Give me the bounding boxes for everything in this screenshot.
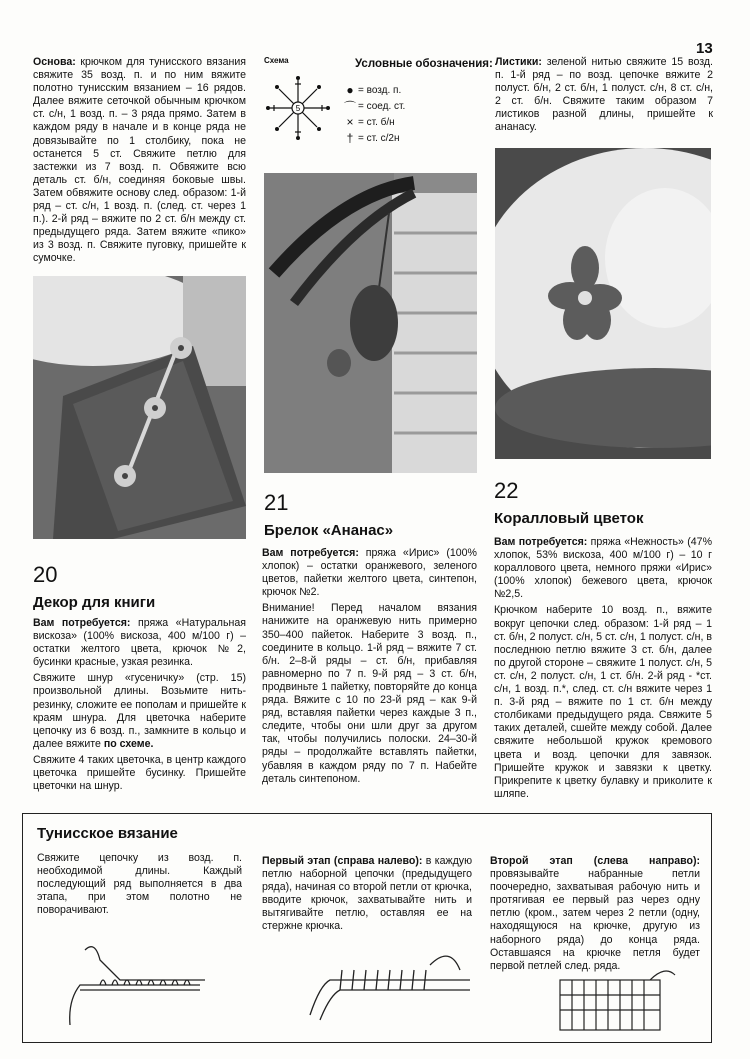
slip-stitch-symbol: ⌒ [343, 99, 356, 114]
legend-item [342, 114, 482, 130]
section-number-22: 22 [494, 478, 519, 503]
section-21-body [262, 547, 477, 789]
tunisian-stage-1 [262, 855, 472, 934]
needs-text: пряжа «Ирис» (100% хлопок) – остатки оранжевого, зеленого цветов, пайетки желтого цвета, синтепон, крючок №2. [262, 547, 477, 599]
paragraph: Свяжите 4 таких цветочка, в центр каждого цветочка пришейте бусинку. Пришейте цветочки на шнур. [33, 753, 246, 793]
intro-body: крючком для тунисского вязания свяжите 35 возд. п. и по ним вяжите полотно тунисским вязанием – 16 рядов. Далее вяжите сеточкой обычным крючком ст. с/н, 1 возд. п. – 3 ряда прямо. Затем в каждом ряду в начале и в конце ряда не довязывайте по 1 столбику, пока не останется 5 ст. Свяжите петлю для застежки из 7 возд. п. Обвяжите всю деталь ст. б/н, соединяя боковые швы. Затем обвяжите основу след. образом: 1-й ряд – ст. с/н, 1 возд. п. (след. ст. через 1 п.). 2-й ряд – вяжите по 2 ст. б/н между ст. предыдущего ряда. Затем вяжите «пико» из 3 возд. п. Свяжите пуговку, пришейте к сумочке. [33, 56, 246, 265]
needs-text: пряжа «Нежность» (47% хлопок, 53% вискоза, 400 м/100 г) – 10 г кораллового цвета, немного пряжи «Ирис» (100% хлопок) бежевого цвета, крючок №2,5. [494, 536, 712, 601]
pineapple-keychain-photo [264, 173, 477, 473]
needs-label: Вам потребуется: [494, 536, 588, 548]
legend-item [342, 82, 482, 98]
leaves-body: зеленой нитью свяжите 15 возд. п. 1-й ряд – по возд. цепочке вяжите 2 полуст. б/н, 2 ст. б/н, 1 полуст. с/н, 8 ст. с/н, 2 ст. б/н. Свяжите таким образом 7 листиков разной длины, пришейте к ананасу. [495, 56, 713, 134]
section-20-body [33, 617, 246, 796]
section-title-22: Коралловый цветок [494, 510, 644, 527]
chain-stitch-symbol: ● [346, 83, 354, 97]
single-crochet-symbol: × [346, 115, 354, 129]
stage-1-text: в каждую петлю наборной цепочки (предыдущего ряда), начиная со второй петли от крючка, вводите крючок, захватывайте нить и вытягивайте петлю, оставляя ее на стержне крючка. [262, 855, 473, 933]
intro-label: Основа: [33, 56, 76, 68]
legend-item-text: = ст. с/2н [358, 132, 400, 144]
tunisian-stage-2 [490, 855, 700, 973]
paragraph: Внимание! Перед началом вязания нанижите на оранжевую нить примерно 350–400 пайеток. Наберите 3 возд. п., соедините в кольцо. 1-й ряд – вяжите 7 ст. б/н. 2–8-й ряды – ст. б/н, прибавляя равномерно по 7 п. 9-й ряд – 3 ст. б/н, продвиньте 1 пайетку, повторяйте до конца ряда. Вяжите с 10 по 23-й ряд – как 9-й ряд, вставляя пайетки через каждые 3 п., следите, чтобы они шли друг за другом так, чтобы получились полоски. 24–30-й ряды – продолжайте вставлять пайетки, убавляя в каждом ряду по 7 п. Набейте деталь синтепоном. [262, 602, 477, 785]
legend-item [342, 98, 482, 114]
tunisian-stage-2-illustration [540, 965, 680, 1035]
paragraph: Крючком наберите 10 возд. п., вяжите вокруг цепочки след. образом: 1-й ряд – 1 ст. б/н, 2 полуст. с/н, 5 ст. с/н, 1 полуст. с/н, в последнюю петлю вяжите 3 ст. б/н, далее по другой стороне – свяжите 1 полуст. с/н, 5 ст. с/н, 2 полуст. с/н, 1 ст. б/н. 2-й ряд - *ст. с/н, 1 возд. п.*, след. ст. с/н вяжите через 1 п. 3-й ряд – вяжите по 1 ст. б/н между столбиками предыдущего ряда. Свяжите 5 таких деталей, сшейте между собой. Далее свяжите небольшой кружок кремового цвета и возд. цепочки для завязок. Пришейте кружок и завязки к цветку. Прикрепите к цветку булавку и приколите к шляпе. [494, 604, 712, 800]
flower-scheme-diagram [264, 74, 332, 142]
leaves-label: Листики: [495, 56, 542, 68]
needs-label: Вам потребуется: [262, 547, 359, 559]
section-title-20: Декор для книги [33, 594, 156, 611]
book-decor-photo [33, 276, 246, 539]
legend-item-text: = возд. п. [358, 84, 402, 96]
tunisian-stage-1-illustration [300, 945, 480, 1025]
tunisian-start-illustration [60, 940, 220, 1030]
section-22-body [494, 536, 712, 804]
coral-flower-hat-photo [495, 148, 711, 459]
legend-item-text: = ст. б/н [358, 116, 395, 128]
stage-2-label: Второй этап (слева направо): [490, 855, 700, 867]
double-crochet-symbol: † [346, 131, 354, 145]
scheme-reference: по схеме. [103, 737, 154, 750]
section-number-20: 20 [33, 562, 58, 587]
needs-label: Вам потребуется: [33, 617, 131, 629]
scheme-label: Схема [264, 56, 289, 65]
legend-item-text: = соед. ст. [358, 100, 406, 112]
needs-text: пряжа «Натуральная вискоза» (100% вискоза, 400 м/100 г) – остатки желтого цвета, крючок №2, бусинки красные, узкая резинка. [33, 617, 246, 669]
section-number-21: 21 [264, 490, 289, 515]
page-number: 13 [696, 40, 713, 57]
tunisian-title: Тунисское вязание [37, 825, 178, 842]
stage-1-label: Первый этап (справа налево): [262, 855, 423, 867]
legend-item [342, 130, 482, 146]
legend-title: Условные обозначения: [355, 58, 493, 70]
legend-list [342, 82, 482, 146]
svg-text:5: 5 [295, 104, 301, 113]
paragraph: Свяжите шнур «гусеничку» (стр. 15) произвольной длины. Возьмите нить-резинку, сложите ее пополам и пришейте к краям шнура. Для цветочка наберите цепочку из 6 возд. п., замкните в кольцо и далее вяжите [33, 672, 246, 750]
stage-2-text: провязывайте набранные петли поочередно, захватывая рабочую нить и протягивая ее первый раз через одну петлю (кром., затем через 2 петли (одну, находящуюся на крючке, другую из наборного ряда) до конца ряда. Оставшаяся на крючке петля будет первой петлей след. ряда. [490, 868, 700, 972]
section-title-21: Брелок «Ананас» [264, 522, 394, 539]
intro-text [33, 56, 246, 269]
leaves-text [495, 56, 713, 138]
tunisian-intro: Свяжите цепочку из возд. п. необходимой длины. Каждый последующий ряд выполняется в два этапа, при этом полотно не поворачивают. [37, 852, 242, 917]
